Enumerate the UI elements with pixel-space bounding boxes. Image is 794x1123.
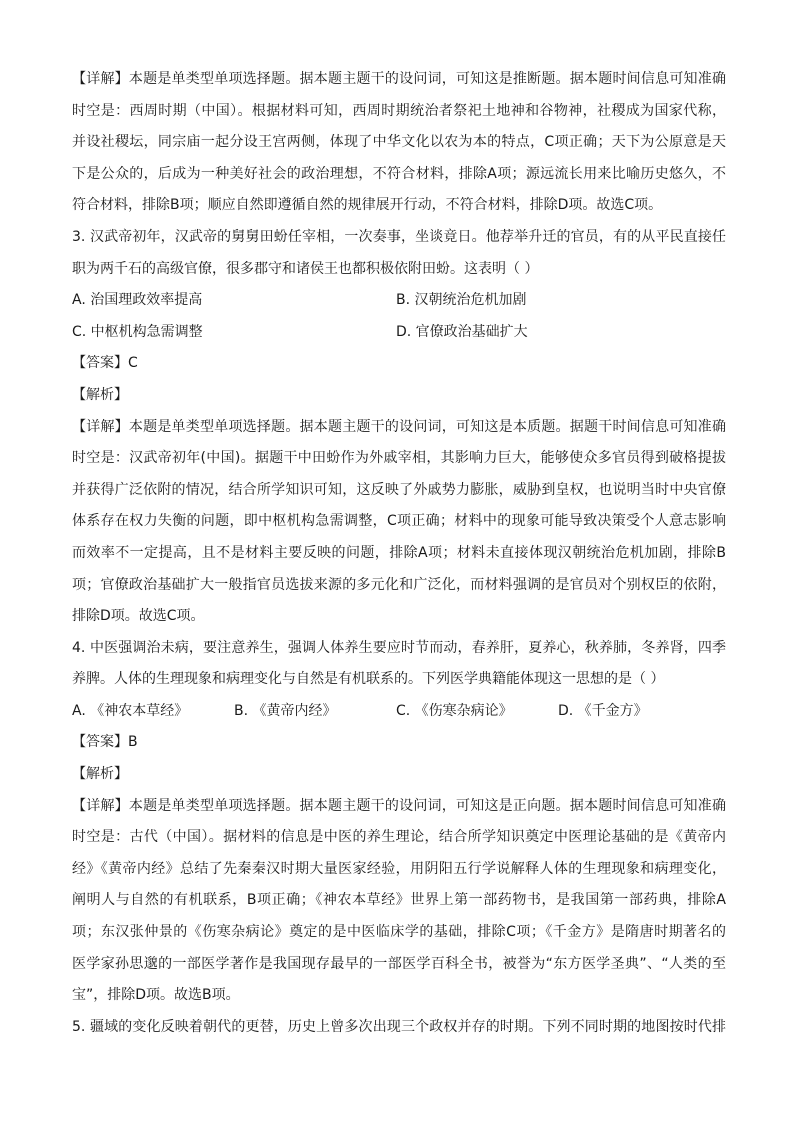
question-4 [72,633,726,1012]
q3-detail-line: 并获得广泛依附的情况，结合所学知识可知，这反映了外戚势力膨胀，威胁到皇权，也说明当时中央官僚 [72,481,726,498]
q4-answer: 【答案】B [72,734,138,751]
q4-options-row [72,696,726,728]
q3-detail-line: 【详解】本题是单类型单项选择题。据本题主题干的设问词，可知这是本质题。据题干时间信息可知准确 [72,418,726,435]
q4-option-b: B. 《黄帝内经》 [234,702,337,719]
q4-option-a: A. 《神农本草经》 [72,702,189,719]
q4-detail-line: 医学家孙思邈的一部医学著作是我国现存最早的一部医学百科全书，被誉为“东方医学圣典”、“人类的至 [72,955,726,972]
q3-stem-line: 3. 汉武帝初年，汉武帝的舅舅田蚡任宰相，一次奏事，坐谈竟日。他荐举升迁的官员，有的从平民直接任 [72,228,726,245]
q2-detail-line: 并设社稷坛，同宗庙一起分设王宫两侧，体现了中华文化以农为本的特点，C项正确；天下为公原意是天 [72,134,726,151]
q3-option-a: A. 治国理政效率提高 [72,292,203,309]
q2-detail-line: 符合材料，排除B项；顺应自然即遵循自然的规律展开行动，不符合材料，排除D项。故选C项。 [72,197,663,214]
q3-option-d: D. 官僚政治基础扩大 [396,323,528,340]
q3-detail-line: 时空是：汉武帝初年(中国)。据题干中田蚡作为外戚宰相，其影响力巨大，能够使众多官员得到破格提拔 [72,450,726,467]
q4-analysis-label: 【解析】 [72,766,128,783]
q3-detail-line: 体系存在权力失衡的问题，即中枢机构急需调整，C项正确；材料中的现象可能导致决策受个人意志影响 [72,513,726,530]
q4-detail-line: 经》《黄帝内经》总结了先秦秦汉时期大量医家经验，用阴阳五行学说解释人体的生理现象和病理变化， [72,860,726,877]
q4-stem-line: 养脾。人体的生理现象和病理变化与自然是有机联系的。下列医学典籍能体现这一思想的是（ ） [72,671,665,688]
q4-detail-line: 【详解】本题是单类型单项选择题。据本题主题干的设问词，可知这是正向题。据本题时间信息可知准确 [72,797,726,814]
q4-detail-line: 时空是：古代（中国）。据材料的信息是中医的养生理论，结合所学知识奠定中医理论基础的是《黄帝内 [72,829,726,846]
q5-stem-line: 5. 疆域的变化反映着朝代的更替，历史上曾多次出现三个政权并存的时期。下列不同时期的地图按时代排 [72,1018,726,1035]
q2-detail [72,64,726,222]
q3-stem-line: 职为两千石的高级官僚，很多郡守和诸侯王也都积极依附田蚡。这表明（ ） [72,260,539,277]
q4-detail-line: 宝”，排除D项。故选B项。 [72,987,240,1004]
question-5 [72,1012,726,1044]
q3-detail-line: 排除D项。故选C项。 [72,608,205,625]
q4-stem-line: 4. 中医强调治未病，要注意养生，强调人体养生要应时节而动，春养肝，夏养心，秋养肺，冬养肾，四季 [72,639,726,656]
q3-answer: 【答案】C [72,355,138,372]
q3-option-c: C. 中枢机构急需调整 [72,323,203,340]
q4-option-d: D. 《千金方》 [558,702,648,719]
q3-options-row [72,285,726,317]
q4-detail-line: 项；东汉张仲景的《伤寒杂病论》奠定的是中医临床学的基础，排除C项；《千金方》是隋唐时期著名的 [72,924,726,941]
question-3 [72,222,726,633]
q2-detail-line: 下是公众的，后成为一种美好社会的政治理想，不符合材料，排除A项；源远流长用来比喻历史悠久，不 [72,165,726,182]
q2-detail-line: 时空是：西周时期（中国）。根据材料可知，西周时期统治者祭祀土地神和谷物神，社稷成为国家代称， [72,102,726,119]
q3-detail-line: 而效率不一定提高，且不是材料主要反映的问题，排除A项；材料未直接体现汉朝统治危机加剧，排除B [72,544,726,561]
q4-detail-line: 阐明人与自然的有机联系，B项正确；《神农本草经》世界上第一部药物书，是我国第一部药典，排除A [72,892,726,909]
q3-detail-line: 项；官僚政治基础扩大一般指官员选拔来源的多元化和广泛化，而材料强调的是官员对个别权臣的依附， [72,576,726,593]
q3-analysis-label: 【解析】 [72,386,128,403]
page-content [72,64,726,1043]
q3-options-row [72,317,726,349]
q4-option-c: C. 《伤寒杂病论》 [396,702,513,719]
q2-detail-line: 【详解】本题是单类型单项选择题。据本题主题干的设问词，可知这是推断题。据本题时间信息可知准确 [72,71,726,87]
q3-option-b: B. 汉朝统治危机加剧 [396,292,527,309]
